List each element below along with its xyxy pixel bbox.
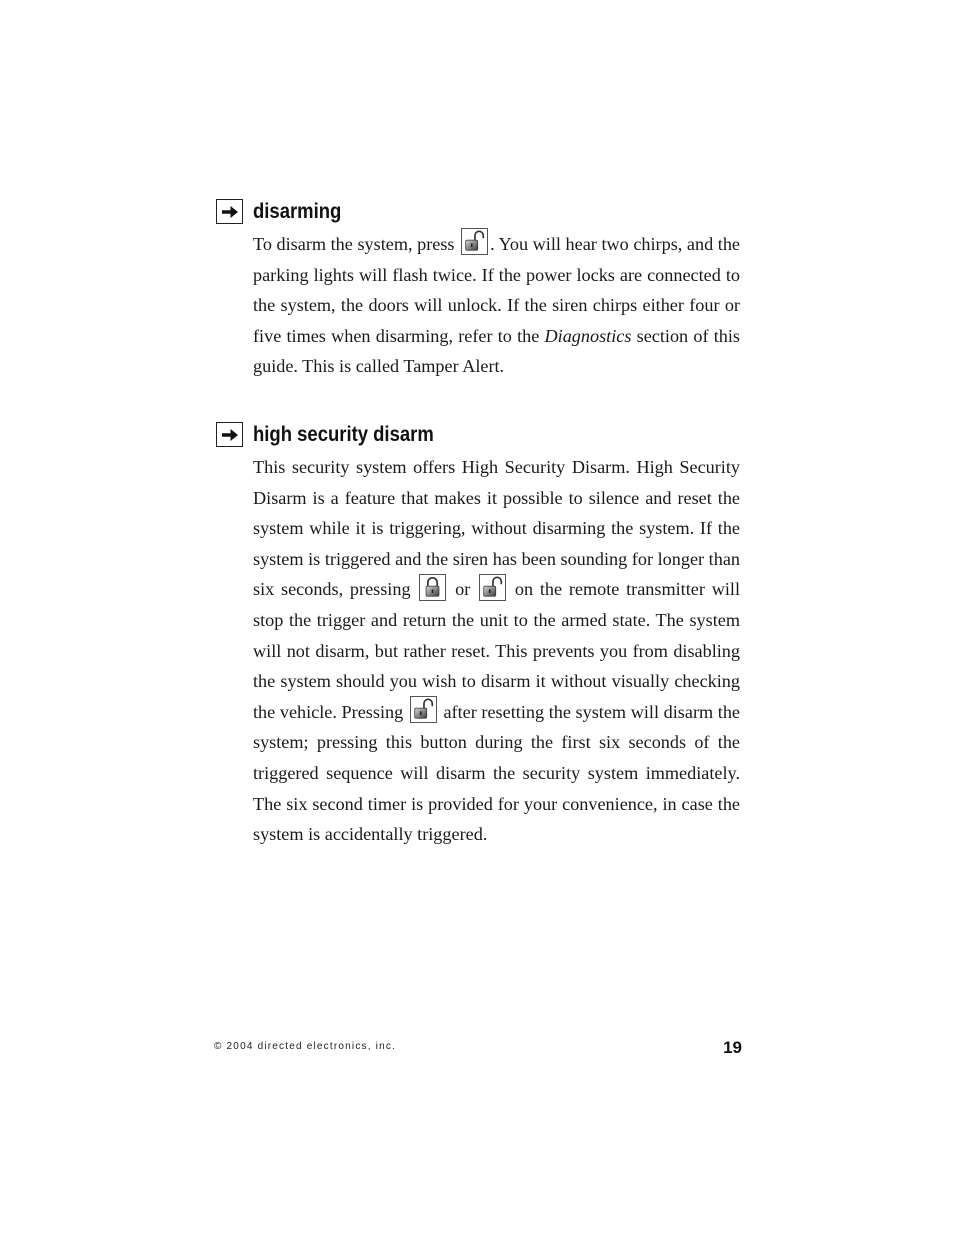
text-run: This security system offers High Security Disarm. High Security Disarm is a feature that makes it possible to silence and reset the system while it is triggering, without disarming the system. If the system is triggered and the siren has been sounding for longer than six seconds, pressing [253,457,740,600]
diagnostics-reference: Diagnostics [544,325,632,346]
page-number: 19 [723,1038,742,1057]
text-run: on the remote transmitter will stop the trigger and return the unit to the armed state. The system will not disarm, but rather reset. This prevents you from disabling the system should you wish to disarm it without visually checking the vehicle. Pressing [253,579,740,722]
paragraph-high-security-disarm [253,452,740,850]
text-run: . You will hear two chirps, and the parking lights will flash twice. If the power locks are connected to the system, the doors will unlock. If the siren chirps either four or five times when disarming, refer to the [253,234,740,346]
unlock-button-icon [410,696,437,723]
copyright-notice: © 2004 directed electronics, inc. [214,1041,397,1052]
unlock-button-icon [461,228,488,255]
section-heading: disarming [253,200,342,223]
unlock-button-icon [479,574,506,601]
section-header [216,196,742,228]
lock-button-icon [419,574,446,601]
text-run: To disarm the system, press [253,234,460,254]
text-run: section of this guide. This is called Tamper Alert. [253,325,740,377]
right-arrow-icon [216,199,243,224]
section-high-security-disarm [216,419,742,850]
section-disarming [216,196,742,382]
section-header [216,419,742,451]
text-run: after resetting the system will disarm the system; pressing this button during the first six seconds of the triggered sequence will disarm the security system immediately. The six second timer is provided for your convenience, in case the system is accidentally triggered. [253,701,740,845]
text-run: or [448,579,478,600]
paragraph-disarming [253,229,740,382]
section-heading: high security disarm [253,423,434,446]
right-arrow-icon [216,422,243,447]
